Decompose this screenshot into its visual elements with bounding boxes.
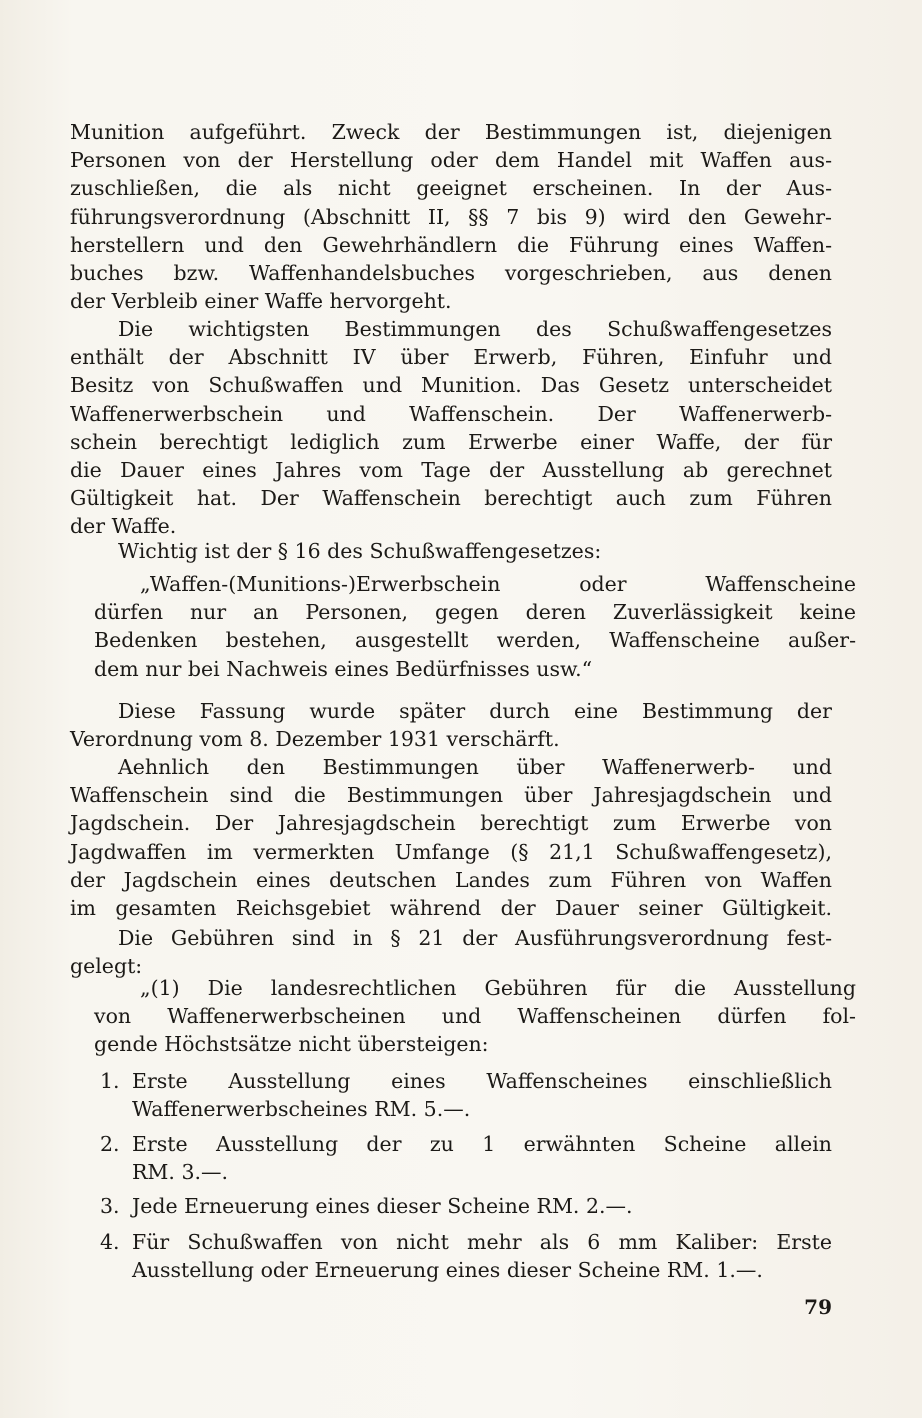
page-number: 79: [804, 1295, 832, 1319]
paragraph: [70, 924, 832, 980]
text-line: Jede Erneuerung eines dieser Scheine RM. 2.—.: [132, 1194, 633, 1218]
text-line: Besitz von Schußwaffen und Munition. Das Gesetz unterscheidet: [70, 373, 832, 398]
text-line: der Waffe.: [70, 514, 177, 539]
text-line: Waffenerwerbscheines RM. 5.—.: [132, 1097, 471, 1122]
text-line: herstellern und den Gewehrhändlern die Führung eines Waffen-: [70, 232, 832, 257]
list-number: 3.: [100, 1194, 120, 1218]
text-line: Gültigkeit hat. Der Waffenschein berechtigt auch zum Führen: [70, 486, 832, 511]
text-line: Für Schußwaffen von nicht mehr als 6 mm Kaliber: Erste: [132, 1230, 832, 1254]
text-line: Die wichtigsten Bestimmungen des Schußwaffengesetzes: [118, 317, 832, 341]
text-line: Erste Ausstellung eines Waffenscheines einschließlich: [132, 1069, 832, 1093]
text-line: dem nur bei Nachweis eines Bedürfnisses usw.“: [94, 656, 593, 681]
text-line: Ausstellung oder Erneuerung eines dieser Scheine RM. 1.—.: [132, 1258, 763, 1283]
paragraph: [70, 315, 832, 541]
text-line: „(1) Die landesrechtlichen Gebühren für die Ausstellung: [140, 976, 856, 1000]
text-line: buches bzw. Waffenhandelsbuches vorgeschrieben, aus denen: [70, 261, 832, 286]
block-quote: [70, 570, 856, 683]
list-item: [100, 1067, 832, 1123]
list-number: 1.: [100, 1069, 120, 1093]
text-line: der Jagdschein eines deutschen Landes zum Führen von Waffen: [70, 867, 832, 892]
text-line: Bedenken bestehen, ausgestellt werden, Waffenscheine außer-: [94, 628, 856, 653]
text-line: von Waffenerwerbscheinen und Waffenscheinen dürfen fol-: [94, 1004, 856, 1029]
text-line: Jagdwaffen im vermerkten Umfange (§ 21,1 Schußwaffengesetz),: [70, 839, 832, 864]
list-item: [100, 1228, 832, 1284]
text-line: führungsverordnung (Abschnitt II, §§ 7 bis 9) wird den Gewehr-: [70, 204, 832, 229]
text-line: gelegt:: [70, 954, 143, 979]
list-number: 4.: [100, 1230, 120, 1254]
text-line: Waffenschein sind die Bestimmungen über Jahresjagdschein und: [70, 783, 832, 808]
paragraph: [70, 537, 832, 565]
paragraph: [70, 697, 832, 753]
text-line: gende Höchstsätze nicht übersteigen:: [94, 1032, 489, 1057]
text-line: Munition aufgeführt. Zweck der Bestimmungen ist, diejenigen: [70, 120, 832, 144]
text-line: schein berechtigt lediglich zum Erwerbe einer Waffe, der für: [70, 429, 832, 454]
text-line: Aehnlich den Bestimmungen über Waffenerwerb- und: [118, 755, 832, 779]
text-line: der Verbleib einer Waffe hervorgeht.: [70, 289, 452, 314]
text-line: Diese Fassung wurde später durch eine Bestimmung der: [118, 699, 832, 723]
paragraph: [70, 753, 832, 922]
text-line: im gesamten Reichsgebiet während der Dauer seiner Gültigkeit.: [70, 896, 832, 921]
list-item: [100, 1130, 832, 1186]
text-line: Personen von der Herstellung oder dem Handel mit Waffen aus-: [70, 148, 832, 173]
text-line: Die Gebühren sind in § 21 der Ausführungsverordnung fest-: [118, 926, 832, 950]
list-item: [100, 1192, 832, 1220]
block-quote: [70, 974, 856, 1059]
text-line: zuschließen, die als nicht geeignet erscheinen. In der Aus-: [70, 176, 832, 201]
text-line: „Waffen-(Munitions-)Erwerbschein oder Waffenscheine: [140, 572, 856, 596]
text-line: Jagdschein. Der Jahresjagdschein berechtigt zum Erwerbe von: [70, 811, 832, 836]
text-line: Verordnung vom 8. Dezember 1931 verschärft.: [70, 727, 560, 752]
list-number: 2.: [100, 1132, 120, 1156]
text-line: dürfen nur an Personen, gegen deren Zuverlässigkeit keine: [94, 600, 856, 625]
text-line: Erste Ausstellung der zu 1 erwähnten Scheine allein: [132, 1132, 832, 1156]
paragraph-continuation: [70, 118, 832, 315]
text-line: RM. 3.—.: [132, 1160, 229, 1185]
text-line: Wichtig ist der § 16 des Schußwaffengesetzes:: [118, 539, 602, 563]
text-line: Waffenerwerbschein und Waffenschein. Der Waffenerwerb-: [70, 401, 832, 426]
text-line: enthält der Abschnitt IV über Erwerb, Führen, Einfuhr und: [70, 345, 832, 370]
text-line: die Dauer eines Jahres vom Tage der Ausstellung ab gerechnet: [70, 458, 832, 483]
